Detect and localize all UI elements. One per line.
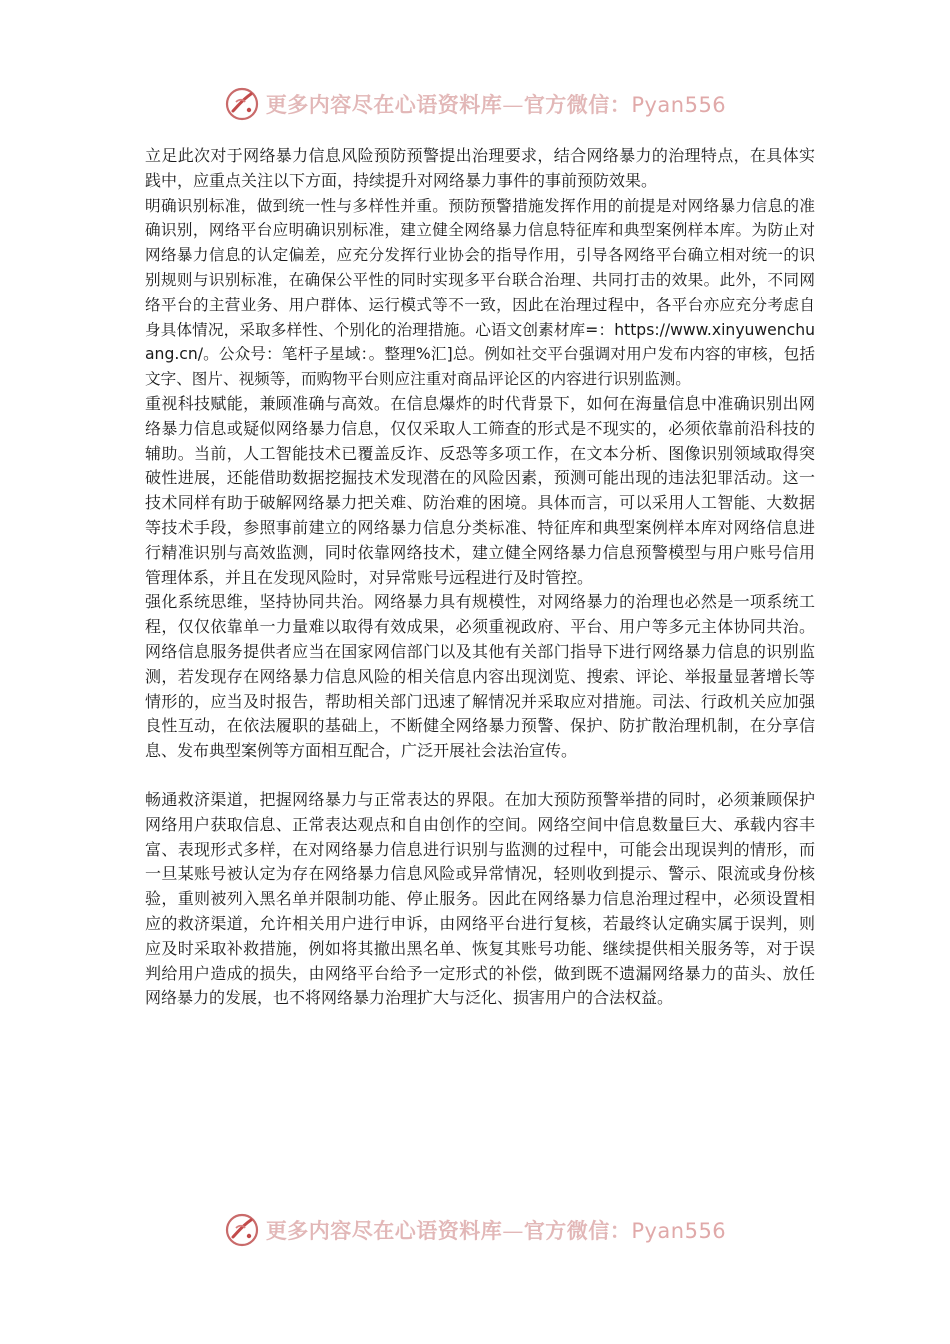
banner-title: 更多内容尽在心语资料库 bbox=[265, 92, 503, 117]
paragraph-intro: 立足此次对于网络暴力信息风险预防预警提出治理要求，结合网络暴力的治理特点，在具体实践中，应重点关注以下方面，持续提升对网络暴力事件的事前预防效果。 bbox=[145, 146, 815, 190]
banner-wechat-id: Pyan556 bbox=[631, 93, 727, 117]
banner-dash: — bbox=[502, 93, 524, 117]
banner-title: 更多内容尽在心语资料库 bbox=[265, 1218, 503, 1243]
banner-text bbox=[266, 89, 726, 119]
paragraph-tech-empowerment: 重视科技赋能，兼顾准确与高效。在信息爆炸的时代背景下，如何在海量信息中准确识别出网络暴力信息或疑似网络暴力信息，仅仅采取人工筛查的形式是不现实的，必须依靠前沿科技的辅助。当前，人工智能技术已覆盖反诈、反恐等多项工作，在文本分析、图像识别领域取得突破性进展，还能借助数据挖掘技术发现潜在的风险因素，预测可能出现的违法犯罪活动。这一技术同样有助于破解网络暴力把关难、防治难的困境。具体而言，可以采用人工智能、大数据等技术手段，参照事前建立的网络暴力信息分类标准、特征库和典型案例样本库对网络信息进行精准识别与高效监测，同时依靠网络技术，建立健全网络暴力信息预警模型与用户账号信用管理体系，并且在发现风险时，对异常账号远程进行及时管控。 bbox=[145, 393, 815, 587]
brand-logo-icon bbox=[224, 1212, 260, 1248]
paragraph-systemic-thinking: 强化系统思维，坚持协同共治。网络暴力具有规模性，对网络暴力的治理也必然是一项系统工程，仅仅依靠单一力量难以取得有效成果，必须重视政府、平台、用户等多元主体协同共治。网络信息服务提供者应当在国家网信部门以及其他有关部门指导下进行网络暴力信息的识别监测，若发现存在网络暴力信息风险的相关信息内容出现浏览、搜索、评论、举报量显著增长等情形的，应当及时报告，帮助相关部门迅速了解情况并采取应对措施。司法、行政机关应加强良性互动，在依法履职的基础上，不断健全网络暴力预警、保护、防扩散治理机制，在分享信息、发布典型案例等方面相互配合，广泛开展社会法治宣传。 bbox=[145, 592, 815, 761]
paragraph-spacer bbox=[145, 764, 815, 788]
paragraph-remedy-channels: 畅通救济渠道，把握网络暴力与正常表达的界限。在加大预防预警举措的同时，必须兼顾保护网络用户获取信息、正常表达观点和自由创作的空间。网络空间中信息数量巨大、承载内容丰富、表现形式多样，在对网络暴力信息进行识别与监测的过程中，可能会出现误判的情形，而一旦某账号被认定为存在网络暴力信息风险或异常情况，轻则收到提示、警示、限流或身份核验，重则被列入黑名单并限制功能、停止服务。因此在网络暴力信息治理过程中，必须设置相应的救济渠道，允许相关用户进行申诉，由网络平台进行复核，若最终认定确实属于误判，则应及时采取补救措施，例如将其撤出黑名单、恢复其账号功能、继续提供相关服务等，对于误判给用户造成的损失，由网络平台给予一定形式的补偿，做到既不遗漏网络暴力的苗头、放任网络暴力的发展，也不将网络暴力治理扩大与泛化、损害用户的合法权益。 bbox=[145, 789, 815, 1008]
footer-banner-content bbox=[224, 1212, 726, 1248]
header-banner bbox=[0, 82, 950, 126]
paragraph-identification-standards: 明确识别标准，做到统一性与多样性并重。预防预警措施发挥作用的前提是对网络暴力信息的准确识别，网络平台应明确识别标准，建立健全网络暴力信息特征库和典型案例样本库。为防止对网络暴力信息的认定偏差，应充分发挥行业协会的指导作用，引导各网络平台确立相对统一的识别规则与识别标准，在确保公平性的同时实现多平台联合治理、共同打击的效果。此外，不同网络平台的主营业务、用户群体、运行模式等不一致，因此在治理过程中，各平台亦应充分考虑自身具体情况，采取多样性、个别化的治理措施。心语文创素材库=：https://www.xinyuwenchuang.cn/。公众号：笔杆子星域：。整理%汇]总。例如社交平台强调对用户发布内容的审核，包括文字、图片、视频等，而购物平台则应注重对商品评论区的内容进行识别监测。 bbox=[145, 196, 815, 389]
brand-logo-icon bbox=[224, 86, 260, 122]
banner-dash: — bbox=[502, 1219, 524, 1243]
footer-banner bbox=[0, 1208, 950, 1252]
header-banner-content bbox=[224, 86, 726, 122]
document-body bbox=[145, 144, 815, 1011]
banner-official-label: 官方微信： bbox=[523, 1218, 632, 1243]
banner-official-label: 官方微信： bbox=[523, 92, 632, 117]
banner-text bbox=[266, 1215, 726, 1245]
banner-wechat-id: Pyan556 bbox=[631, 1219, 727, 1243]
